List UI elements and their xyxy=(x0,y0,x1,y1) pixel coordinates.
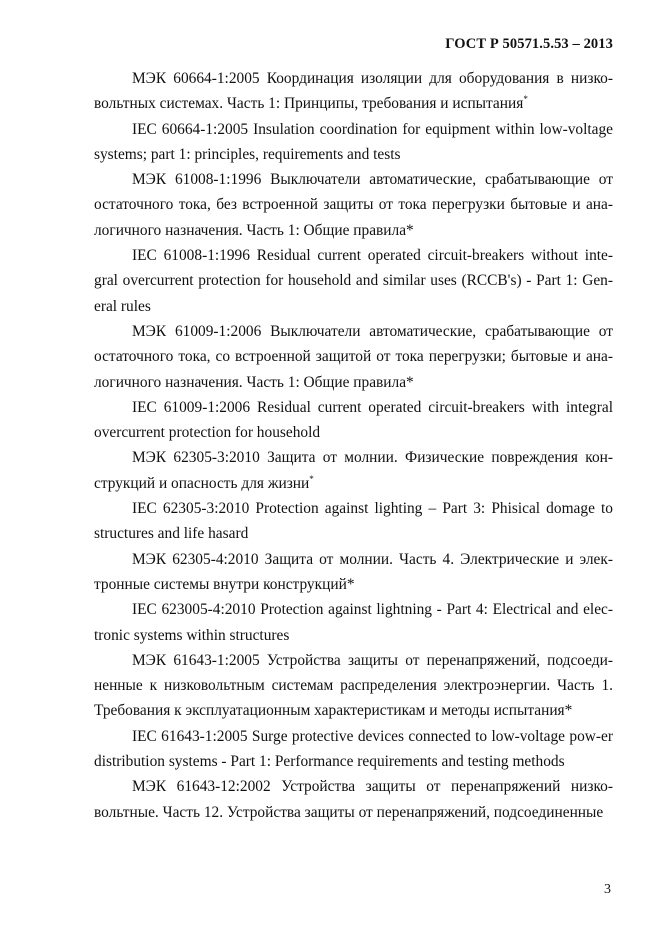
footnote-mark: * xyxy=(523,94,528,105)
paragraph: МЭК 60664-1:2005 Координация изоляции для оборудования в низко-вольтных системах. Часть 1: Принципы, требования и испытания* xyxy=(94,70,613,113)
paragraph: МЭК 62305-4:2010 Защита от молнии. Часть 4. Электрические и элек-тронные системы внутри конструкций* xyxy=(94,550,613,593)
paragraph: МЭК 61643-12:2002 Устройства защиты от перенапряжений низко-вольтные. Часть 12. Устройства защиты от перенапряжений, подсоединенные xyxy=(94,778,613,821)
footnote-mark: * xyxy=(309,473,314,484)
document-header: ГОСТ Р 50571.5.53 – 2013 xyxy=(445,36,613,52)
paragraph: IEC 60664-1:2005 Insulation coordination for equipment within low-voltage systems; part 1: principles, requirements and tests xyxy=(94,120,613,163)
paragraph: IEC 61008-1:1996 Residual current operated circuit-breakers without inte-gral overcurrent protection for household and similar uses (RCCB's) - Part 1: Gen-eral rules xyxy=(94,247,613,315)
paragraph: МЭК 61643-1:2005 Устройства защиты от перенапряжений, подсоеди-ненные к низковольтным системам распределения электроэнергии. Часть 1. Требования к эксплуатационным характеристикам и методы испытания* xyxy=(94,651,613,720)
paragraph: IEC 623005-4:2010 Protection against lightning - Part 4: Electrical and elec-tronic systems within structures xyxy=(94,601,613,644)
paragraph: IEC 62305-3:2010 Protection against lighting – Part 3: Phisical domage to structures and life hasard xyxy=(94,500,613,543)
paragraph: МЭК 61008-1:1996 Выключатели автоматические, срабатывающие от остаточного тока, без встроенной защиты от тока перегрузки бытовые и ана-логичного назначения. Часть 1: Общие правила* xyxy=(94,171,613,239)
page-number: 3 xyxy=(604,882,611,897)
paragraph: IEC 61009-1:2006 Residual current operated circuit-breakers with integral overcurrent protection for household xyxy=(94,398,613,442)
paragraph: IEC 61643-1:2005 Surge protective devices connected to low-voltage pow-er distribution systems - Part 1: Performance requirements and testing methods xyxy=(94,727,613,771)
paragraph: МЭК 61009-1:2006 Выключатели автоматические, срабатывающие от остаточного тока, со встроенной защитой от тока перегрузки; бытовые и ана-логичного назначения. Часть 1: Общие правила* xyxy=(94,322,613,391)
document-body xyxy=(94,66,613,825)
paragraph: МЭК 62305-3:2010 Защита от молнии. Физические повреждения кон-струкций и опасность для жизни* xyxy=(94,449,613,492)
